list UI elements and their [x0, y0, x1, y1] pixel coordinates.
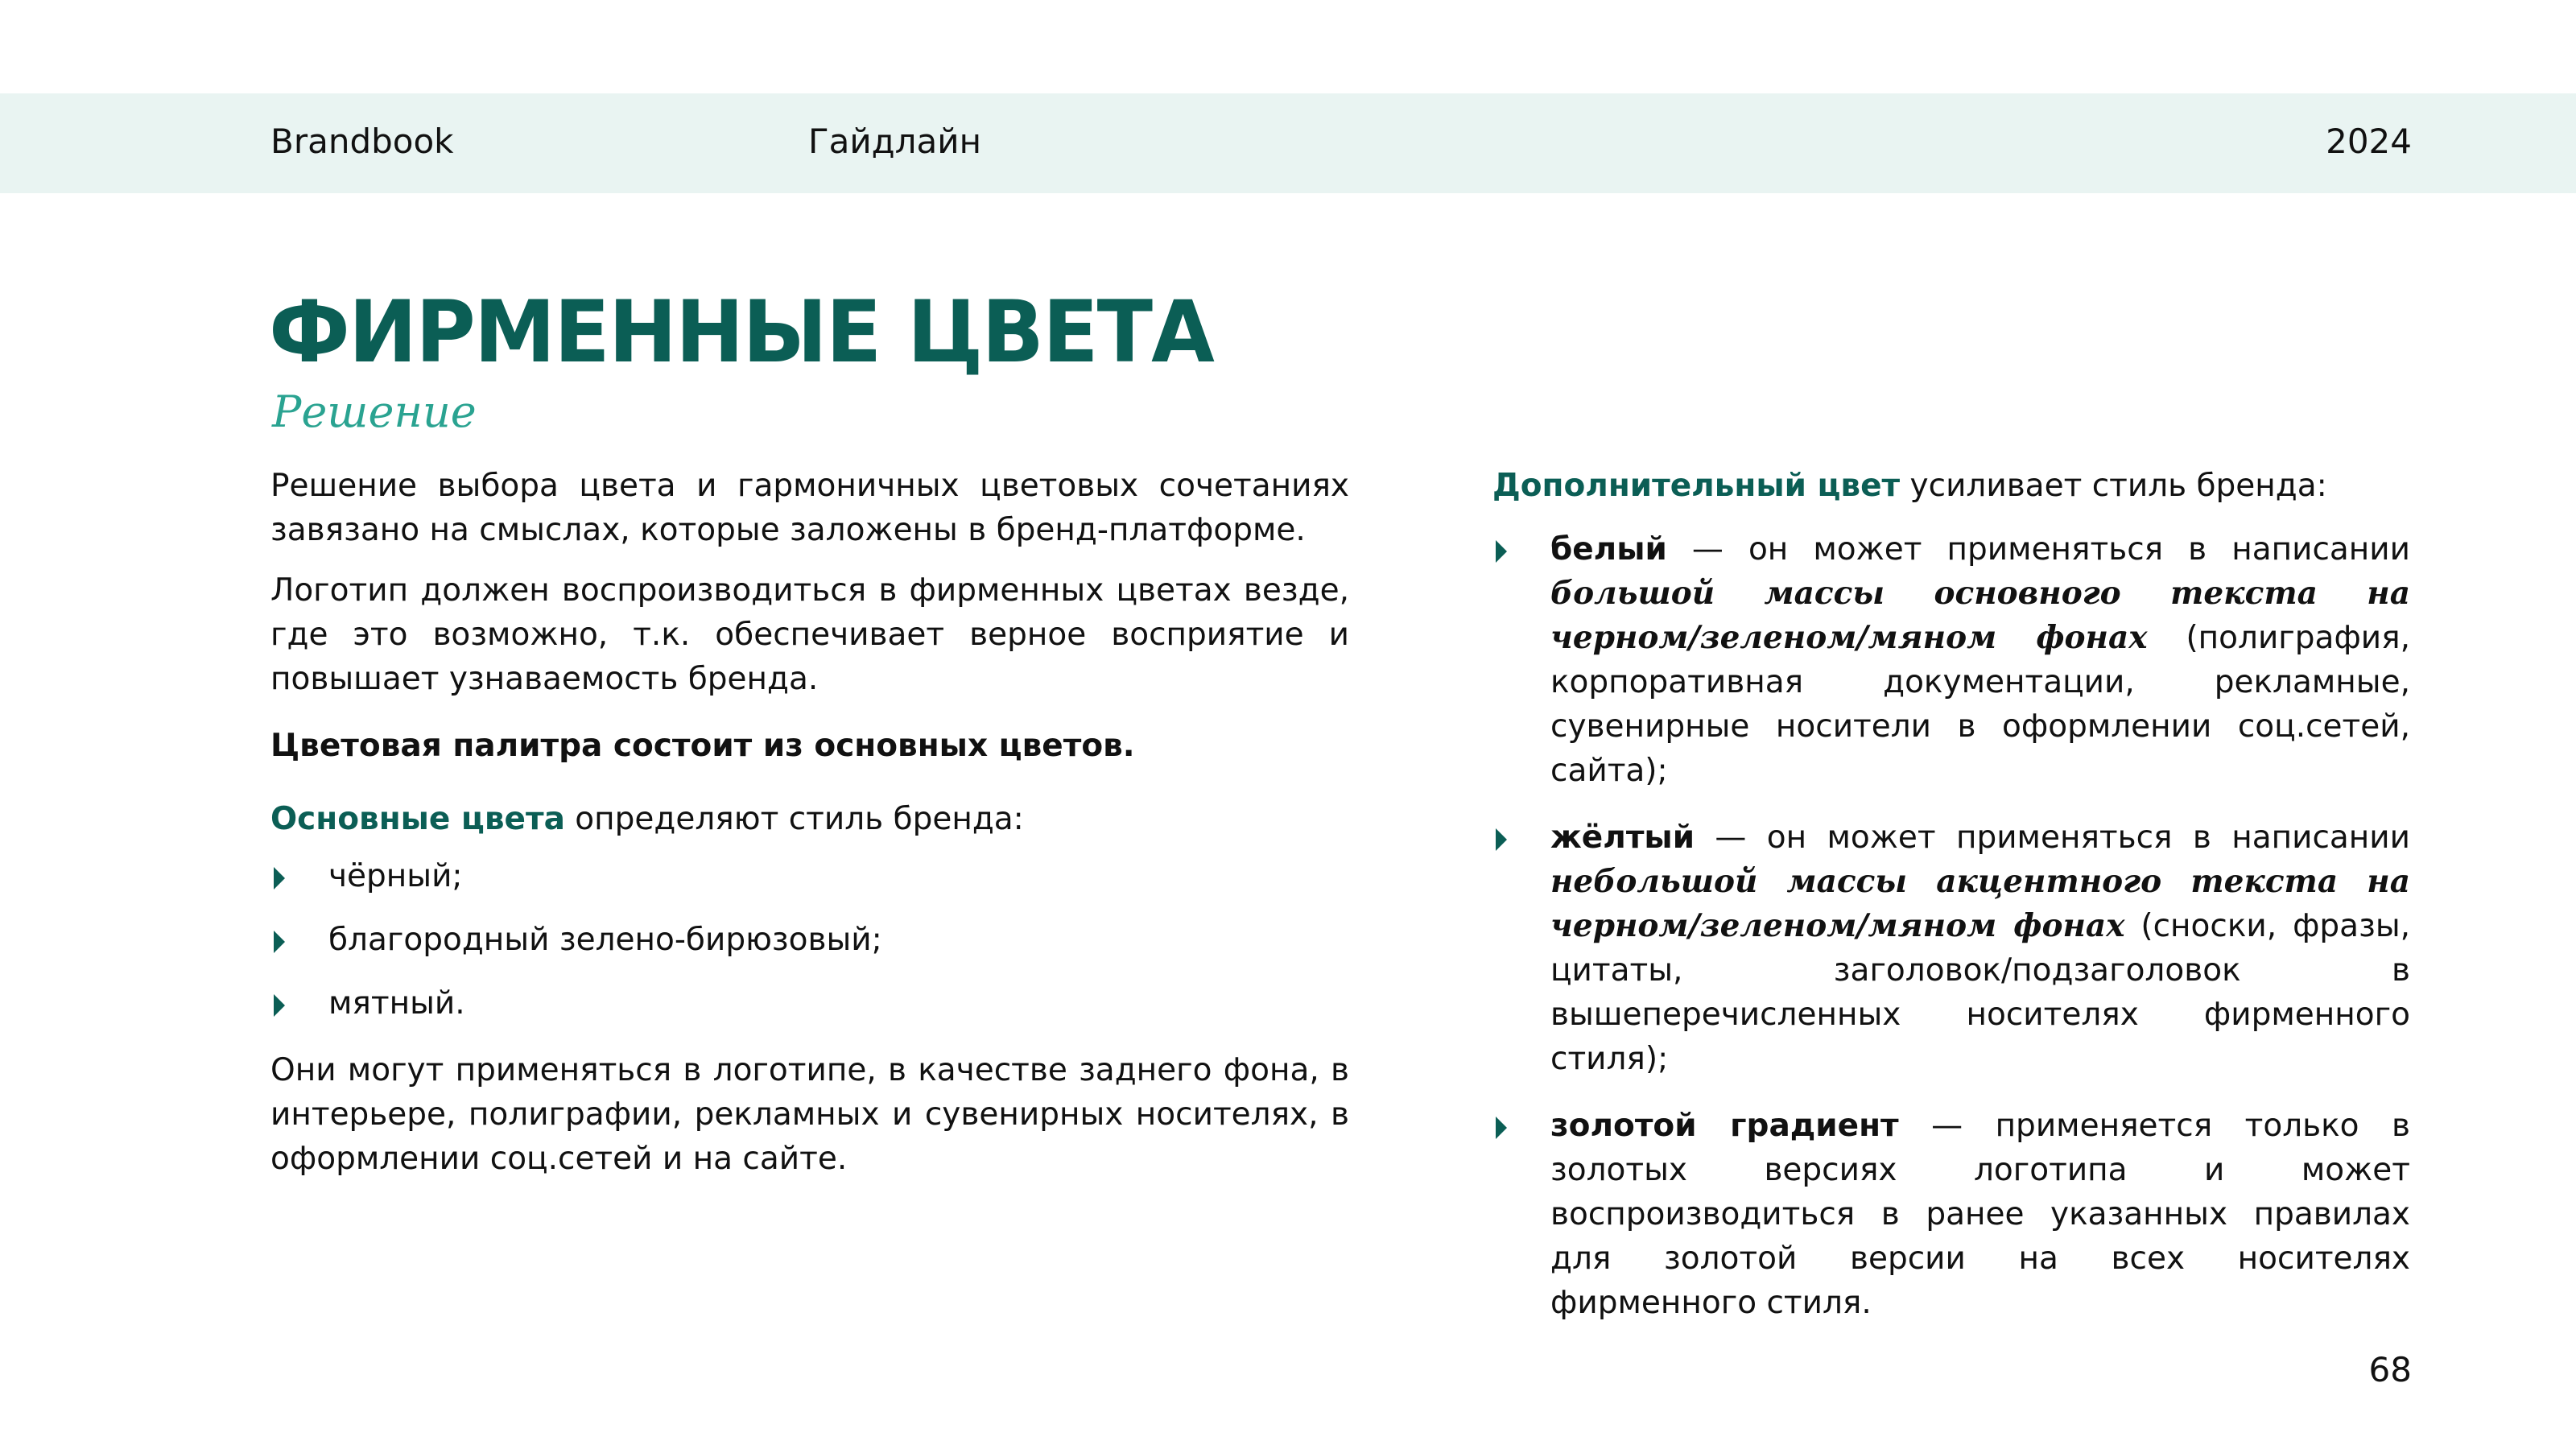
logo-paragraph: Логотип должен воспроизводиться в фирменных цветах везде, где это возможно, т.к. обеспечивает верное восприятие и повышает узнаваемость бренда. [270, 572, 1349, 697]
extra-colors-list [1492, 527, 2410, 1325]
main-colors-heading [270, 797, 1349, 841]
extra-color-rest: усиливает стиль бренда: [1900, 468, 2327, 504]
color-desc-pre: — применяется только в золотых версиях логотипа и может воспроизводиться в ранее указанных правилах для золотой версии на всех носителях фирменного стиля. [1550, 1108, 2410, 1321]
triangle-bullet-icon [1496, 1117, 1507, 1139]
page-title: ФИРМЕННЫЕ ЦВЕТА [269, 283, 1213, 382]
main-colors-label: Основные цвета [270, 801, 565, 837]
color-name: белый [1550, 531, 1667, 568]
left-column [270, 464, 1349, 1181]
triangle-bullet-icon [274, 994, 285, 1017]
list-item [1492, 815, 2410, 1081]
color-name: жёлтый [1550, 819, 1695, 856]
list-item [270, 854, 1349, 898]
main-colors-rest: определяют стиль бренда: [564, 801, 1024, 837]
page-number: 68 [2368, 1350, 2412, 1389]
usage-paragraph: Они могут применяться в логотипе, в качестве заднего фона, в интерьере, полиграфии, рекламных и сувенирных носителях, в оформлении соц.сетей и на сайте. [270, 1052, 1349, 1177]
triangle-bullet-icon [1496, 828, 1507, 851]
color-desc-post: (полиграфия, корпоративная документации, рекламные, сувенирные носители в оформлении соц.сетей, сайта); [1550, 620, 2410, 789]
extra-color-heading [1492, 464, 2410, 508]
color-desc-post: (сноски, фразы, цитаты, заголовок/подзаголовок в вышеперечисленных носителях фирменного стиля); [1550, 908, 2411, 1077]
color-name: золотой градиент [1550, 1108, 1899, 1144]
color-desc-emphasis: большой массы основного текста на черном/зеленом/мяном фонах [1550, 575, 2410, 656]
color-desc-pre: — он может применяться в написании [1666, 531, 2410, 568]
header-year-label: 2024 [2326, 122, 2412, 161]
right-column [1492, 464, 2410, 1325]
list-item [1492, 527, 2410, 793]
triangle-bullet-icon [274, 867, 285, 890]
list-item [270, 981, 1349, 1026]
list-item [270, 918, 1349, 962]
extra-color-label: Дополнительный цвет [1492, 468, 1901, 504]
color-desc-emphasis: небольшой массы акцентного текста на черном/зеленом/мяном фонах [1550, 863, 2410, 944]
list-item-text: благородный зелено-бирюзовый; [328, 922, 882, 958]
palette-statement: Цветовая палитра состоит из основных цветов. [270, 728, 1135, 764]
triangle-bullet-icon [274, 931, 285, 953]
intro-paragraph: Решение выбора цвета и гармоничных цветовых сочетаниях завязано на смыслах, которые заложены в бренд-платформе. [270, 468, 1349, 548]
page-subtitle: Решение [272, 386, 477, 437]
triangle-bullet-icon [1496, 540, 1507, 563]
list-item-text: мятный. [328, 985, 465, 1022]
header-brandbook-label: Brandbook [270, 122, 454, 161]
color-desc-pre: — он может применяться в написании [1695, 819, 2410, 856]
header-guideline-label: Гайдлайн [808, 122, 982, 161]
main-colors-list [270, 854, 1349, 1026]
list-item [1492, 1104, 2410, 1325]
list-item-text: чёрный; [328, 858, 463, 894]
